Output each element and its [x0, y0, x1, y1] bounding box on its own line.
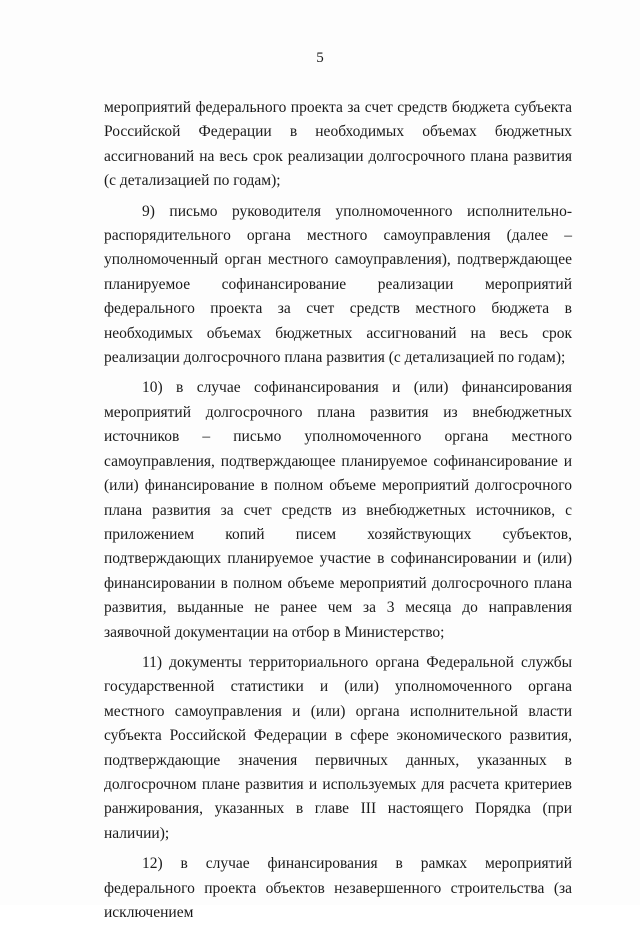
paragraph-item-10: 10) в случае софинансирования и (или) финансирования мероприятий долгосрочного плана развития из внебюджетных источников – письмо уполномоченного органа местного самоуправления, подтверждающее планируемое софинансирование и (или) финансирование в полном объеме мероприятий долгосрочного плана развития за счет средств из внебюджетных источников, с приложением копий писем хозяйствующих субъектов, подтверждающих планируемое участие в софинансировании и (или) финансировании в полном объеме мероприятий долгосрочного плана развития, выданные не ранее чем за 3 месяца до направления заявочной документации на отбор в Министерство; — [104, 379, 572, 641]
paragraph-continuation: мероприятий федерального проекта за счет средств бюджета субъекта Российской Федерации в необходимых объемах бюджетных ассигнований на весь срок реализации долгосрочного плана развития (с детализацией по годам); — [104, 99, 572, 190]
page-number: 5 — [316, 50, 324, 66]
paragraph-item-9: 9) письмо руководителя уполномоченного исполнительно-распорядительного органа местного самоуправления (далее – уполномоченный орган местного самоуправления), подтверждающее планируемое софинансирование реализации мероприятий федерального проекта за счет средств местного бюджета в необходимых объемах бюджетных ассигнований на весь срок реализации долгосрочного плана развития (с детализацией по годам); — [104, 202, 572, 367]
document-body — [104, 96, 572, 925]
paragraph-item-12: 12) в случае финансирования в рамках мероприятий федерального проекта объектов незавершенного строительства (за исключением — [104, 855, 572, 921]
paragraph-item-11: 11) документы территориального органа Федеральной службы государственной статистики и (или) уполномоченного органа местного самоуправления и (или) органа исполнительной власти субъекта Российской Федерации в сфере экономического развития, подтверждающие значения первичных данных, указанных в долгосрочном плане развития и используемых для расчета критериев ранжирования, указанных в главе III настоящего Порядка (при наличии); — [104, 653, 572, 842]
